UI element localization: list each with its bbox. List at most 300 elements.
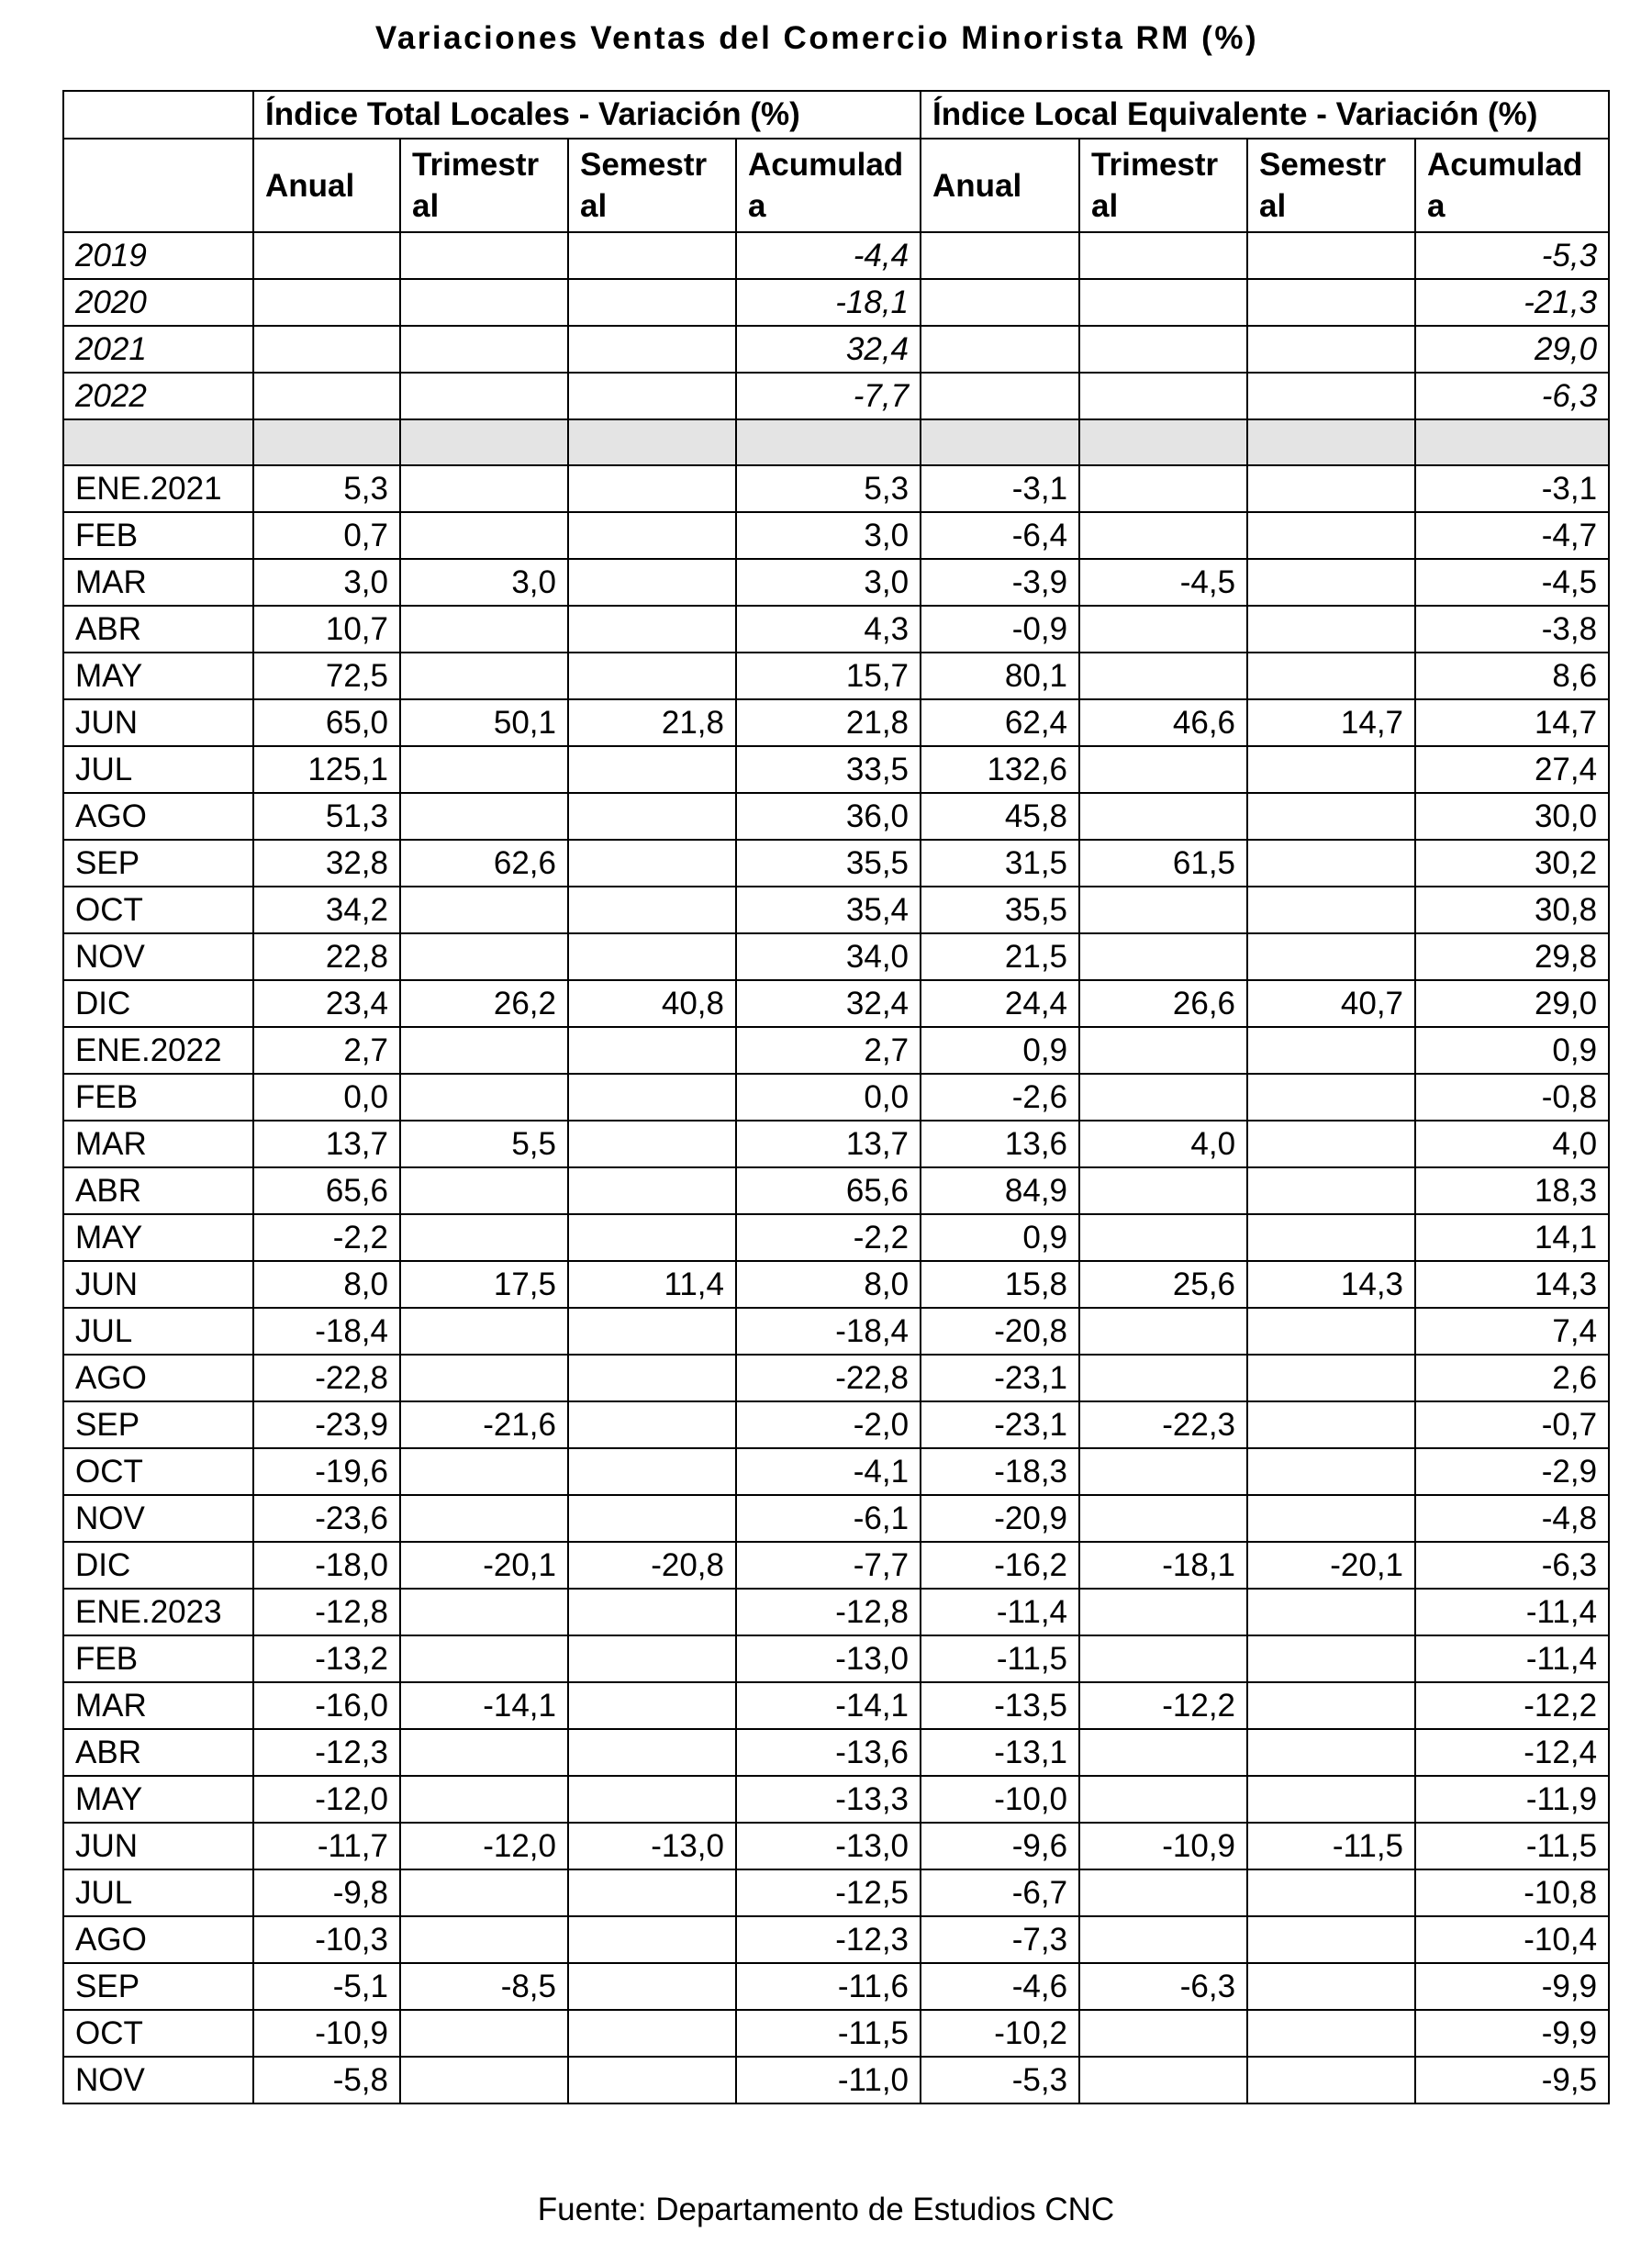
value-cell <box>1079 1074 1247 1121</box>
value-cell <box>1247 326 1415 373</box>
table-row <box>63 1121 1609 1167</box>
value-cell <box>568 1448 736 1495</box>
value-cell: -22,8 <box>253 1355 400 1401</box>
value-cell <box>1247 840 1415 887</box>
value-cell: -6,4 <box>921 512 1079 559</box>
value-cell <box>568 1121 736 1167</box>
value-cell <box>1247 373 1415 419</box>
document-title: Variaciones Ventas del Comercio Minorista RM (%) <box>374 20 1259 56</box>
value-cell <box>1247 559 1415 606</box>
value-cell <box>1247 2010 1415 2057</box>
value-cell: -0,9 <box>921 606 1079 653</box>
table-body <box>63 232 1609 2103</box>
table-row <box>63 1401 1609 1448</box>
value-cell: -12,8 <box>253 1589 400 1635</box>
row-label: AGO <box>63 793 253 840</box>
value-cell: -11,6 <box>736 1963 921 2010</box>
value-cell: 29,8 <box>1415 933 1609 980</box>
value-cell: -14,1 <box>400 1682 568 1729</box>
value-cell <box>400 512 568 559</box>
value-cell <box>400 746 568 793</box>
value-cell <box>1079 793 1247 840</box>
value-cell: -10,9 <box>1079 1823 1247 1869</box>
value-cell <box>568 373 736 419</box>
value-cell <box>568 232 736 279</box>
value-cell <box>1247 465 1415 512</box>
value-cell: 31,5 <box>921 840 1079 887</box>
value-cell <box>400 1869 568 1916</box>
value-cell: -9,6 <box>921 1823 1079 1869</box>
value-cell: -13,0 <box>568 1823 736 1869</box>
row-label: NOV <box>63 933 253 980</box>
value-cell: 26,2 <box>400 980 568 1027</box>
table-row <box>63 1308 1609 1355</box>
value-cell: 0,0 <box>736 1074 921 1121</box>
value-cell <box>400 1916 568 1963</box>
value-cell: -11,5 <box>736 2010 921 2057</box>
value-cell <box>400 326 568 373</box>
value-cell <box>1247 279 1415 326</box>
value-cell: -13,0 <box>736 1823 921 1869</box>
value-cell: 15,7 <box>736 653 921 699</box>
value-cell <box>1247 933 1415 980</box>
value-cell <box>568 2057 736 2103</box>
separator-cell <box>1247 419 1415 465</box>
row-label: ABR <box>63 1729 253 1776</box>
value-cell: 13,6 <box>921 1121 1079 1167</box>
value-cell <box>400 653 568 699</box>
value-cell: -19,6 <box>253 1448 400 1495</box>
separator-cell <box>921 419 1079 465</box>
value-cell <box>400 887 568 933</box>
value-cell <box>568 1167 736 1214</box>
value-cell: 32,8 <box>253 840 400 887</box>
value-cell <box>1079 887 1247 933</box>
table-row <box>63 1214 1609 1261</box>
value-cell: -11,5 <box>921 1635 1079 1682</box>
row-label: 2019 <box>63 232 253 279</box>
value-cell <box>400 1027 568 1074</box>
value-cell: -18,1 <box>1079 1542 1247 1589</box>
table-row <box>63 1355 1609 1401</box>
sales-variation-table-container <box>62 90 1610 2104</box>
value-cell <box>400 232 568 279</box>
table-row <box>63 1823 1609 1869</box>
value-cell: 5,3 <box>253 465 400 512</box>
separator-cell <box>400 419 568 465</box>
value-cell: -12,2 <box>1415 1682 1609 1729</box>
value-cell: -20,1 <box>1247 1542 1415 1589</box>
value-cell: -16,0 <box>253 1682 400 1729</box>
value-cell <box>1079 1167 1247 1214</box>
row-label: ABR <box>63 606 253 653</box>
table-row <box>63 465 1609 512</box>
value-cell <box>568 1869 736 1916</box>
row-label: JUL <box>63 1869 253 1916</box>
value-cell <box>1247 887 1415 933</box>
value-cell: 50,1 <box>400 699 568 746</box>
value-cell: 14,7 <box>1247 699 1415 746</box>
separator-row <box>63 419 1609 465</box>
value-cell <box>1247 746 1415 793</box>
value-cell <box>1079 1589 1247 1635</box>
separator-cell <box>1079 419 1247 465</box>
group-header-row <box>63 91 1609 139</box>
value-cell: -18,1 <box>736 279 921 326</box>
table-row <box>63 559 1609 606</box>
value-cell: -4,1 <box>736 1448 921 1495</box>
col-header-acumulada: Acumulada <box>1415 139 1609 232</box>
value-cell <box>1247 1916 1415 1963</box>
value-cell: 0,7 <box>253 512 400 559</box>
value-cell <box>568 1027 736 1074</box>
value-cell: -6,3 <box>1079 1963 1247 2010</box>
table-row <box>63 1261 1609 1308</box>
value-cell <box>253 232 400 279</box>
value-cell: -7,3 <box>921 1916 1079 1963</box>
value-cell: 14,3 <box>1247 1261 1415 1308</box>
value-cell: 35,5 <box>921 887 1079 933</box>
value-cell: -5,3 <box>921 2057 1079 2103</box>
value-cell: 21,8 <box>736 699 921 746</box>
value-cell <box>1079 465 1247 512</box>
row-label: OCT <box>63 1448 253 1495</box>
value-cell: 7,4 <box>1415 1308 1609 1355</box>
value-cell <box>1247 1214 1415 1261</box>
value-cell: 26,6 <box>1079 980 1247 1027</box>
value-cell <box>568 2010 736 2057</box>
value-cell: 29,0 <box>1415 980 1609 1027</box>
col-header-semestral: Semestral <box>568 139 736 232</box>
value-cell <box>1079 1214 1247 1261</box>
value-cell <box>568 465 736 512</box>
value-cell: 65,0 <box>253 699 400 746</box>
table-row <box>63 699 1609 746</box>
value-cell <box>400 606 568 653</box>
row-label: MAY <box>63 653 253 699</box>
value-cell: 0,9 <box>921 1027 1079 1074</box>
value-cell <box>1079 933 1247 980</box>
value-cell: 14,7 <box>1415 699 1609 746</box>
value-cell: 14,1 <box>1415 1214 1609 1261</box>
value-cell: -0,7 <box>1415 1401 1609 1448</box>
table-row <box>63 2057 1609 2103</box>
value-cell <box>568 1214 736 1261</box>
value-cell: 35,4 <box>736 887 921 933</box>
value-cell <box>253 279 400 326</box>
value-cell <box>568 1916 736 1963</box>
value-cell <box>1247 1448 1415 1495</box>
value-cell: -18,4 <box>253 1308 400 1355</box>
value-cell: -3,1 <box>921 465 1079 512</box>
value-cell <box>1247 1963 1415 2010</box>
row-label: DIC <box>63 1542 253 1589</box>
value-cell <box>400 1776 568 1823</box>
value-cell: 29,0 <box>1415 326 1609 373</box>
value-cell: -4,4 <box>736 232 921 279</box>
value-cell: -11,4 <box>1415 1589 1609 1635</box>
col-header-semestral: Semestral <box>1247 139 1415 232</box>
col-header-anual: Anual <box>921 139 1079 232</box>
value-cell: 0,9 <box>1415 1027 1609 1074</box>
value-cell <box>1079 606 1247 653</box>
value-cell: -18,0 <box>253 1542 400 1589</box>
value-cell: 17,5 <box>400 1261 568 1308</box>
value-cell: -23,9 <box>253 1401 400 1448</box>
value-cell <box>568 1589 736 1635</box>
value-cell <box>1079 1448 1247 1495</box>
value-cell <box>568 512 736 559</box>
value-cell <box>1247 653 1415 699</box>
separator-cell <box>63 419 253 465</box>
value-cell: -12,3 <box>736 1916 921 1963</box>
value-cell <box>1079 1355 1247 1401</box>
table-row <box>63 1963 1609 2010</box>
value-cell: 34,0 <box>736 933 921 980</box>
value-cell: 22,8 <box>253 933 400 980</box>
table-row <box>63 746 1609 793</box>
value-cell <box>921 232 1079 279</box>
year-row <box>63 326 1609 373</box>
table-row <box>63 1682 1609 1729</box>
value-cell <box>921 279 1079 326</box>
value-cell <box>1247 1682 1415 1729</box>
value-cell: -6,7 <box>921 1869 1079 1916</box>
value-cell <box>568 746 736 793</box>
value-cell: -12,5 <box>736 1869 921 1916</box>
value-cell: 8,0 <box>253 1261 400 1308</box>
value-cell: -2,2 <box>736 1214 921 1261</box>
sales-variation-table <box>62 90 1610 2104</box>
value-cell: 65,6 <box>253 1167 400 1214</box>
year-row <box>63 373 1609 419</box>
value-cell <box>400 1448 568 1495</box>
value-cell <box>568 1682 736 1729</box>
value-cell: 8,0 <box>736 1261 921 1308</box>
value-cell <box>400 373 568 419</box>
row-label: SEP <box>63 840 253 887</box>
value-cell: 40,8 <box>568 980 736 1027</box>
value-cell: 33,5 <box>736 746 921 793</box>
row-label: JUN <box>63 1823 253 1869</box>
value-cell: 3,0 <box>400 559 568 606</box>
value-cell: 21,8 <box>568 699 736 746</box>
value-cell <box>253 373 400 419</box>
value-cell: 2,7 <box>253 1027 400 1074</box>
value-cell <box>568 1355 736 1401</box>
row-label: ENE.2021 <box>63 465 253 512</box>
value-cell <box>568 606 736 653</box>
value-cell: 132,6 <box>921 746 1079 793</box>
value-cell: 3,0 <box>736 512 921 559</box>
value-cell: -10,0 <box>921 1776 1079 1823</box>
row-label: FEB <box>63 1074 253 1121</box>
value-cell <box>1079 326 1247 373</box>
value-cell <box>400 1167 568 1214</box>
value-cell: -11,9 <box>1415 1776 1609 1823</box>
value-cell <box>568 933 736 980</box>
value-cell <box>1079 279 1247 326</box>
value-cell: -18,4 <box>736 1308 921 1355</box>
value-cell <box>1247 1729 1415 1776</box>
value-cell: 61,5 <box>1079 840 1247 887</box>
value-cell: 25,6 <box>1079 1261 1247 1308</box>
value-cell: -18,3 <box>921 1448 1079 1495</box>
row-label: FEB <box>63 512 253 559</box>
value-cell: -13,5 <box>921 1682 1079 1729</box>
row-label: 2021 <box>63 326 253 373</box>
value-cell: -2,2 <box>253 1214 400 1261</box>
corner-cell <box>63 139 253 232</box>
value-cell: 30,8 <box>1415 887 1609 933</box>
value-cell <box>1079 373 1247 419</box>
value-cell: -6,3 <box>1415 1542 1609 1589</box>
value-cell: -4,5 <box>1079 559 1247 606</box>
value-cell <box>1247 1121 1415 1167</box>
value-cell <box>400 1589 568 1635</box>
row-label: MAR <box>63 559 253 606</box>
value-cell <box>568 1963 736 2010</box>
value-cell: 0,9 <box>921 1214 1079 1261</box>
value-cell <box>400 1214 568 1261</box>
value-cell: -11,4 <box>1415 1635 1609 1682</box>
table-row <box>63 1074 1609 1121</box>
value-cell <box>1079 1776 1247 1823</box>
value-cell <box>1079 1729 1247 1776</box>
value-cell: -4,5 <box>1415 559 1609 606</box>
value-cell: -5,1 <box>253 1963 400 2010</box>
corner-cell <box>63 91 253 139</box>
table-row <box>63 1635 1609 1682</box>
value-cell <box>1079 653 1247 699</box>
row-label: MAR <box>63 1682 253 1729</box>
value-cell: 18,3 <box>1415 1167 1609 1214</box>
value-cell: 125,1 <box>253 746 400 793</box>
value-cell: -23,1 <box>921 1401 1079 1448</box>
value-cell: 13,7 <box>736 1121 921 1167</box>
row-label: AGO <box>63 1355 253 1401</box>
value-cell: 84,9 <box>921 1167 1079 1214</box>
value-cell <box>1247 1589 1415 1635</box>
value-cell <box>568 1635 736 1682</box>
table-row <box>63 887 1609 933</box>
row-label: JUL <box>63 1308 253 1355</box>
value-cell: -13,1 <box>921 1729 1079 1776</box>
row-label: SEP <box>63 1963 253 2010</box>
value-cell: 13,7 <box>253 1121 400 1167</box>
value-cell: -10,8 <box>1415 1869 1609 1916</box>
row-label: NOV <box>63 2057 253 2103</box>
value-cell: -10,9 <box>253 2010 400 2057</box>
value-cell: 45,8 <box>921 793 1079 840</box>
value-cell: -14,1 <box>736 1682 921 1729</box>
value-cell: -13,2 <box>253 1635 400 1682</box>
table-row <box>63 1916 1609 1963</box>
value-cell: -6,3 <box>1415 373 1609 419</box>
value-cell <box>1247 2057 1415 2103</box>
value-cell: 72,5 <box>253 653 400 699</box>
value-cell: -10,3 <box>253 1916 400 1963</box>
row-label: ABR <box>63 1167 253 1214</box>
value-cell: -2,6 <box>921 1074 1079 1121</box>
value-cell: -9,8 <box>253 1869 400 1916</box>
value-cell: 4,0 <box>1415 1121 1609 1167</box>
value-cell <box>568 1776 736 1823</box>
value-cell: 23,4 <box>253 980 400 1027</box>
row-label: MAR <box>63 1121 253 1167</box>
table-row <box>63 933 1609 980</box>
value-cell: 0,0 <box>253 1074 400 1121</box>
value-cell <box>1079 1635 1247 1682</box>
row-label: 2020 <box>63 279 253 326</box>
value-cell: -20,8 <box>568 1542 736 1589</box>
value-cell <box>1247 1074 1415 1121</box>
row-label: JUN <box>63 1261 253 1308</box>
row-label: OCT <box>63 887 253 933</box>
value-cell: -12,8 <box>736 1589 921 1635</box>
table-row <box>63 653 1609 699</box>
value-cell <box>1079 2010 1247 2057</box>
value-cell <box>400 1074 568 1121</box>
col-header-trimestral: Trimestral <box>400 139 568 232</box>
value-cell <box>568 326 736 373</box>
value-cell: -23,1 <box>921 1355 1079 1401</box>
value-cell: 5,3 <box>736 465 921 512</box>
value-cell <box>1079 232 1247 279</box>
value-cell <box>1079 1916 1247 1963</box>
value-cell: -20,8 <box>921 1308 1079 1355</box>
value-cell: -11,7 <box>253 1823 400 1869</box>
table-row <box>63 980 1609 1027</box>
value-cell <box>400 793 568 840</box>
value-cell: 3,0 <box>253 559 400 606</box>
table-row <box>63 1869 1609 1916</box>
table-row <box>63 512 1609 559</box>
value-cell: 4,3 <box>736 606 921 653</box>
row-label: DIC <box>63 980 253 1027</box>
value-cell: -10,4 <box>1415 1916 1609 1963</box>
table-row <box>63 1729 1609 1776</box>
row-label: ENE.2023 <box>63 1589 253 1635</box>
value-cell: -13,6 <box>736 1729 921 1776</box>
value-cell: -11,5 <box>1247 1823 1415 1869</box>
value-cell: 24,4 <box>921 980 1079 1027</box>
value-cell: 3,0 <box>736 559 921 606</box>
row-label: AGO <box>63 1916 253 1963</box>
table-row <box>63 1542 1609 1589</box>
value-cell: 46,6 <box>1079 699 1247 746</box>
value-cell: 10,7 <box>253 606 400 653</box>
value-cell <box>1247 1401 1415 1448</box>
value-cell: -13,0 <box>736 1635 921 1682</box>
value-cell <box>400 2057 568 2103</box>
value-cell: -2,0 <box>736 1401 921 1448</box>
value-cell <box>400 279 568 326</box>
value-cell <box>1247 1308 1415 1355</box>
value-cell: 65,6 <box>736 1167 921 1214</box>
value-cell: 14,3 <box>1415 1261 1609 1308</box>
value-cell <box>400 1729 568 1776</box>
value-cell <box>1247 1776 1415 1823</box>
value-cell: -23,6 <box>253 1495 400 1542</box>
separator-cell <box>253 419 400 465</box>
value-cell: -9,5 <box>1415 2057 1609 2103</box>
row-label: ENE.2022 <box>63 1027 253 1074</box>
value-cell: -12,4 <box>1415 1729 1609 1776</box>
value-cell: -11,4 <box>921 1589 1079 1635</box>
value-cell <box>921 326 1079 373</box>
value-cell: -9,9 <box>1415 2010 1609 2057</box>
